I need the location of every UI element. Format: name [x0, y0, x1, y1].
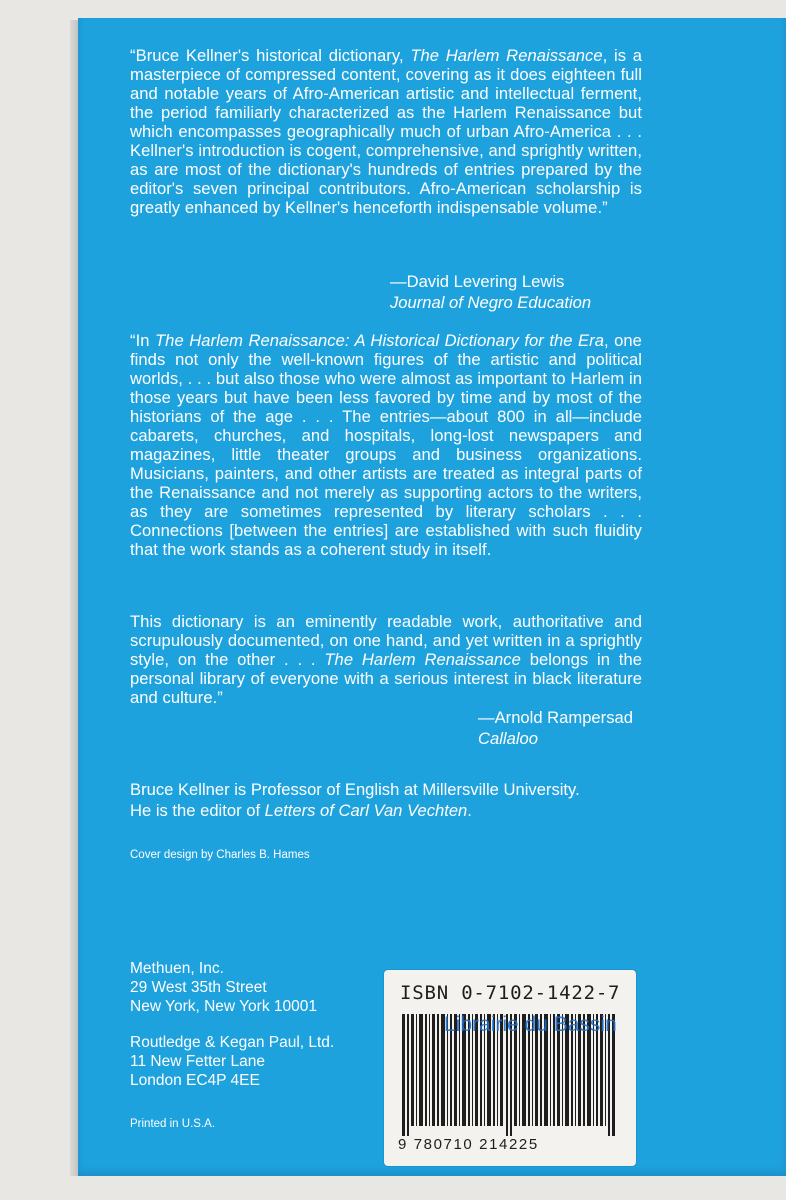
printed-in: Printed in U.S.A.	[130, 1118, 216, 1130]
barcode-number: 9 780710 214225	[398, 1136, 539, 1153]
publisher-us-address: Methuen, Inc. 29 West 35th Street New York, New York 10001	[130, 960, 317, 1015]
quote-open: “Bruce Kellner's historical dictionary,	[130, 46, 411, 65]
quote-body: , is a masterpiece of compressed content, covering as it does eighteen full and notable years of Afro-American artistic and intellectual ferment, the period familiarly characterized as the Harlem Renaissance but which encompasses geographically much of urban Afro-America . . . Kellner's introduction is cogent, comprehensive, and sprightly written, as are most of the dictionary's hundreds of entries prepared by the editor's seven principal contributors. Afro-American scholarship is greatly enhanced by Kellner's henceforth indispensable volume.”	[130, 46, 642, 217]
bookseller-watermark: Librairie du Bassin	[444, 1013, 617, 1036]
review-quote-rampersad-continued: This dictionary is an eminently readable work, authoritative and scrupulously documented, on one hand, and yet written in a sprightly style, on the other . . . The Harlem Renaissance belongs in the personal library of everyone with a serious interest in black literature and culture.”	[130, 612, 642, 707]
quote-source: Callaloo	[478, 729, 538, 748]
review-quote-rampersad	[130, 331, 642, 559]
isbn-label: ISBN 0-7102-1422-7	[400, 982, 621, 1004]
author-bio: Bruce Kellner is Professor of English at Millersville University. He is the editor of Letters of Carl Van Vechten.	[130, 780, 580, 820]
publisher-uk-address: Routledge & Kegan Paul, Ltd. 11 New Fetter Lane London EC4P 4EE	[130, 1034, 335, 1089]
cover-credit: Cover design by Charles B. Hames	[130, 849, 310, 861]
isbn-barcode-sticker	[384, 970, 636, 1166]
quote-open: “In	[130, 331, 155, 350]
quote-author: —David Levering Lewis	[390, 272, 565, 291]
book-title: The Harlem Renaissance: A Historical Dictionary for the Era	[154, 331, 604, 350]
quote-source: Journal of Negro Education	[390, 293, 592, 312]
quote-body: , one finds not only the well-known figures of the artistic and political worlds, . . . but also those who were almost as important to Harlem in those years but have been less favored by time and by most of the historians of the age . . . The entries—about 800 in all—include cabarets, churches, and hospitals, long-lost newspapers and magazines, little theater groups and business organizations. Musicians, painters, and other artists are treated as integral parts of the Renaissance and not merely as supporting actors to the writers, as they are sometimes represented by literary scholars . . . Connections [between the entries] are established with such fluidity that the work stands as a coherent study in itself.	[130, 331, 642, 559]
review-quote-lewis	[130, 46, 642, 217]
book-title: The Harlem Renaissance	[410, 46, 603, 65]
quote-author: —Arnold Rampersad	[478, 708, 633, 727]
